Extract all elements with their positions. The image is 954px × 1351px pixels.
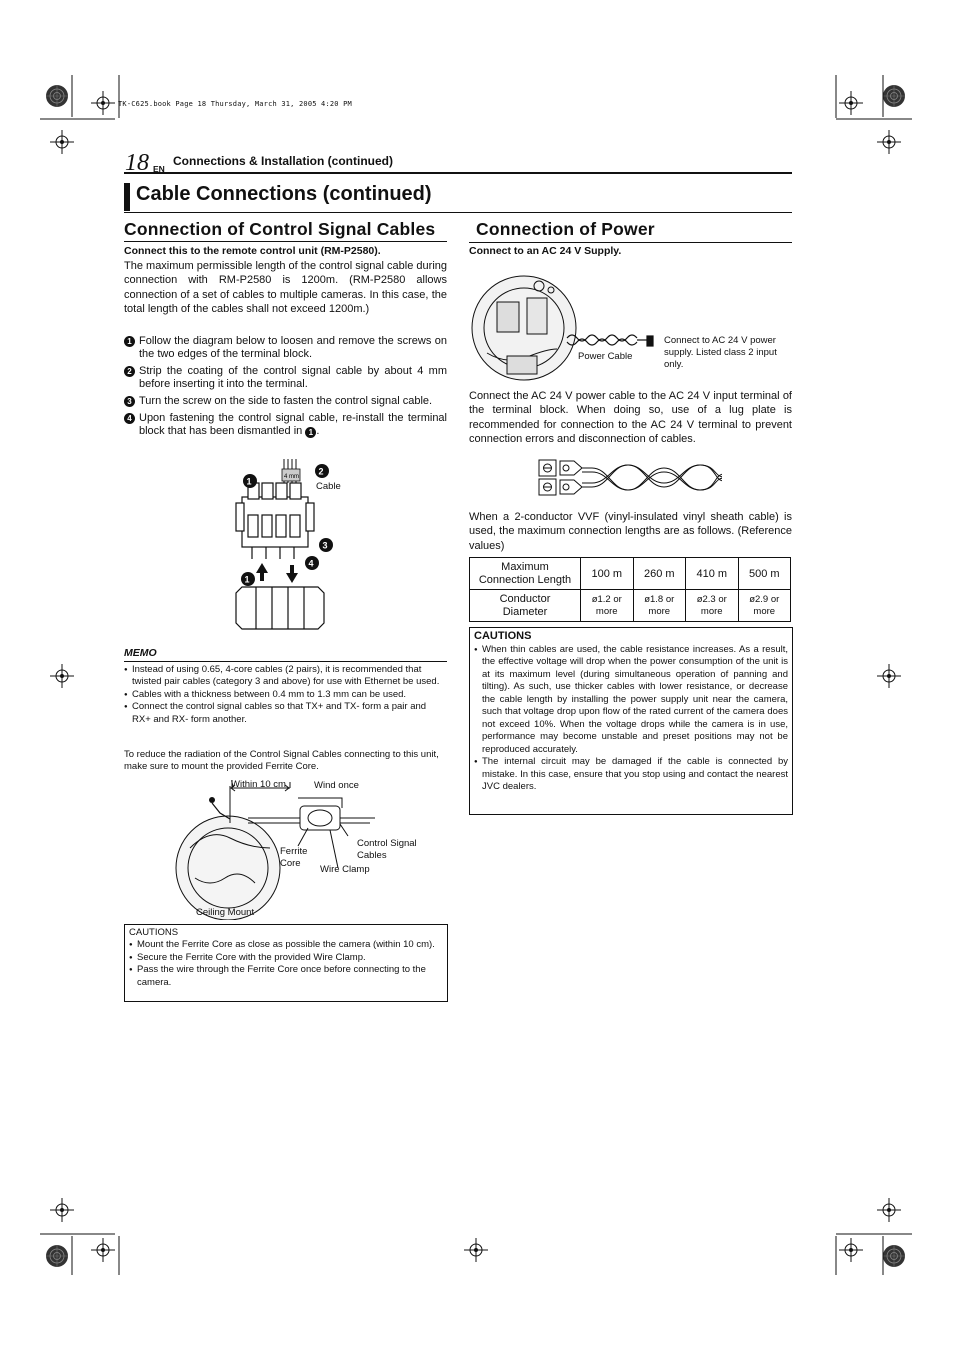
step-item: 4 Upon fastening the control signal cable, re-install the terminal block that has been dismantled in 1 . (124, 412, 447, 438)
table-row-header: Conductor Diameter (470, 590, 581, 622)
page-language: EN (153, 164, 165, 174)
step-item (124, 335, 447, 361)
cautions-heading: CAUTIONS (474, 630, 532, 642)
table-cell (738, 590, 791, 622)
fig-mark-2: 2 (318, 466, 324, 477)
memo-item: ● Instead of using 0.65, 4-core cables (2 pairs), it is recommended that twisted pair cables (category 3 and above) for use with Ethernet be used. (124, 664, 447, 689)
control-intro: The maximum permissible length of the control signal cable during connection with RM-P2580 is 1200m. (RM-P2580 allows connection of a set of cables to multiple cameras. In this case, the total length of the cables shall not exceed 1200m.) (124, 260, 447, 315)
diameter-suffix: more (753, 605, 776, 617)
fig-mark-1: 1 (246, 476, 252, 487)
step-item (124, 395, 447, 408)
table-row-header: Maximum Connection Length (470, 558, 581, 590)
connection-length-table (469, 557, 791, 622)
table-cell (633, 590, 686, 622)
memo-item: ● Connect the control signal cables so that TX+ and TX- form a pair and RX+ and RX- form another. (124, 701, 447, 726)
diameter-value: ø2.3 or (696, 593, 727, 605)
ferrite-core-label: Ferrite Core (280, 846, 308, 869)
lug-plate-figure (538, 457, 722, 499)
table-cell: 260 m (633, 558, 686, 590)
print-slug: TK-C625.book Page 18 Thursday, March 31, 2005 4:20 PM (118, 100, 352, 108)
step-text: Upon fastening the control signal cable, re-install the terminal block that has been dismantled in (139, 412, 447, 437)
memo-rule (124, 661, 447, 662)
step-text: Follow the diagram below to loosen and remove the screws on the two edges of the terminal block. (139, 335, 447, 360)
power-para-2: When a 2-conductor VVF (vinyl-insulated vinyl sheath cable) is used, the maximum connection lengths are as follows. (Reference values) (469, 511, 792, 552)
memo-item: ● Cables with a thickness between 0.4 mm to 1.3 mm can be used. (124, 689, 447, 701)
page-title: Cable Connections (continued) (136, 183, 432, 205)
diameter-suffix: more (700, 605, 723, 617)
caution-item: ● Secure the Ferrite Core with the provided Wire Clamp. (129, 952, 443, 964)
section-heading-power: Connection of Power (476, 219, 655, 239)
power-para-1: Connect the AC 24 V power cable to the AC 24 V input terminal of the terminal block. When doing so, use of a lug plate is recommended for connection to the AC 24 V terminal to prevent connection errors and disconnection of cables. (469, 390, 792, 445)
wind-once-label: Wind once (314, 780, 359, 791)
caution-item: ● When thin cables are used, the cable resistance increases. As a result, the effective voltage will drop when the power consumption of the unit is at its maximum level (during simultaneous operation of panning and tilting). As such, use thicker cables with lower resistance, or decrease the cable length by installing the power supply unit near the camera, such that voltage drop upon flow of the rated current of the camera does not exceed 10%. When the voltage drops while the camera is in use, performance may become unstable and preset positions may not be reproduced accurately. (474, 644, 788, 757)
table-cell (686, 590, 739, 622)
steps-list (124, 335, 447, 442)
fig-mark-4: 4 (308, 558, 314, 569)
table-cell: 100 m (581, 558, 634, 590)
diameter-value: ø2.9 or (749, 593, 780, 605)
running-head: Connections & Installation (continued) (173, 154, 393, 168)
diameter-suffix: more (595, 605, 618, 617)
section-rule (469, 242, 792, 243)
step-ref-number: 1 (305, 427, 316, 438)
power-supply-note: Connect to AC 24 V power supply. Listed class 2 input only. (664, 335, 777, 370)
section-rule (124, 241, 447, 242)
title-rule (124, 212, 792, 213)
caution-item: ● Mount the Ferrite Core as close as possible the camera (within 10 cm). (129, 939, 443, 951)
within-10cm-label: Within 10 cm (231, 779, 286, 790)
cautions-heading: CAUTIONS (129, 927, 179, 938)
control-subheading: Connect this to the remote control unit (RM-P2580). (124, 245, 381, 257)
caution-item: ● Pass the wire through the Ferrite Core once before connecting to the camera. (129, 964, 443, 989)
table-row (470, 558, 791, 590)
power-cautions-box (469, 627, 793, 815)
diameter-value: ø1.2 or (591, 593, 622, 605)
strip-length-label: 4 mm (284, 474, 299, 480)
table-cell (581, 590, 634, 622)
ceiling-mount-label: Ceiling Mount (196, 907, 255, 918)
memo-list (124, 664, 447, 726)
ferrite-note: To reduce the radiation of the Control Signal Cables connecting to this unit, make sure to mount the provided Ferrite Core. (124, 749, 439, 773)
title-bar (124, 183, 130, 211)
header-rule (124, 172, 792, 174)
ferrite-cautions-box (124, 924, 448, 1002)
control-cables-label: Control Signal Cables (357, 838, 417, 861)
step-number: 3 (124, 396, 135, 407)
power-subheading: Connect to an AC 24 V Supply. (469, 245, 622, 257)
caution-item: ● The internal circuit may be damaged if the cable is connected by mistake. In this case, ensure that you stop using and contact the nearest JVC dealers. (474, 756, 788, 794)
cable-label: Cable (316, 481, 341, 492)
power-connection-figure (469, 268, 669, 386)
step-number: 4 (124, 413, 135, 424)
step-text: Turn the screw on the side to fasten the control signal cable. (139, 395, 433, 407)
terminal-block-figure (232, 455, 352, 637)
table-row (470, 590, 791, 622)
step-item (124, 365, 447, 391)
fig-mark-1b: 1 (244, 574, 250, 585)
step-number: 1 (124, 336, 135, 347)
table-cell: 500 m (738, 558, 791, 590)
table-cell: 410 m (686, 558, 739, 590)
step-number: 2 (124, 366, 135, 377)
power-cable-label: Power Cable (578, 351, 633, 362)
section-heading-control-signal: Connection of Control Signal Cables (124, 219, 436, 239)
diameter-value: ø1.8 or (644, 593, 675, 605)
memo-heading: MEMO (124, 647, 157, 659)
fig-mark-3: 3 (322, 540, 328, 551)
page-number: 18 (125, 150, 149, 176)
step-text: Strip the coating of the control signal cable by about 4 mm before inserting it into the terminal. (139, 365, 447, 390)
wire-clamp-label: Wire Clamp (320, 864, 370, 875)
diameter-suffix: more (648, 605, 671, 617)
